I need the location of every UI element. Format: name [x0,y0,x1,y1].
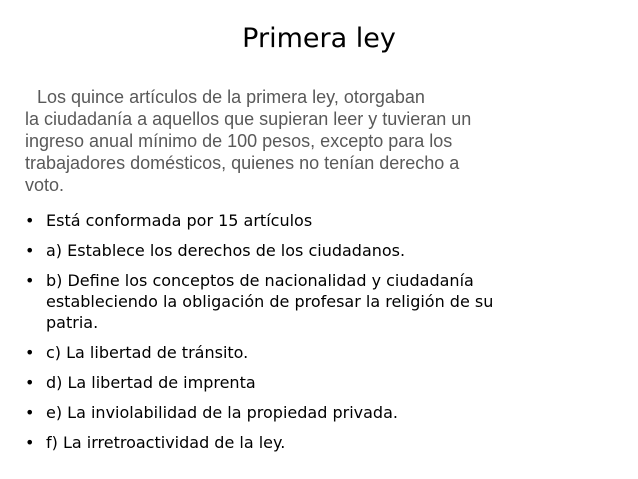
intro-line: la ciudadanía a aquellos que supieran leer y tuvieran un [25,109,472,129]
bullet-text: a) Establece los derechos de los ciudadanos. [46,241,406,260]
bullet-text: f) La irretroactividad de la ley. [46,433,286,452]
bullet-item [25,210,625,231]
intro-line: ingreso anual mínimo de 100 pesos, excepto para los [25,131,453,151]
bullet-dot-icon: • [25,373,35,392]
bullet-dot-icon: • [25,433,35,452]
intro-paragraph [25,86,625,196]
bullet-item [25,240,625,261]
slide-title: Primera ley [242,23,396,54]
bullet-item [25,372,625,393]
intro-line: Los quince artículos de la primera ley, otorgaban [37,87,425,107]
bullet-text: b) Define los conceptos de nacionalidad y ciudadanía [46,271,474,290]
bullet-dot-icon: • [25,211,35,230]
bullet-item [25,432,625,453]
bullet-text: c) La libertad de tránsito. [46,343,249,362]
bullet-dot-icon: • [25,271,35,290]
bullet-item [25,270,625,333]
bullet-item [25,342,625,363]
bullet-text: d) La libertad de imprenta [46,373,256,392]
bullet-item [25,402,625,423]
bullet-text: patria. [46,313,99,332]
bullet-list [25,210,625,462]
bullet-text: e) La inviolabilidad de la propiedad privada. [46,403,398,422]
bullet-text: Está conformada por 15 artículos [46,211,313,230]
bullet-dot-icon: • [25,343,35,362]
intro-line: trabajadores domésticos, quienes no tenían derecho a [25,153,460,173]
intro-line: voto. [25,175,65,195]
bullet-text: estableciendo la obligación de profesar la religión de su [46,292,494,311]
bullet-dot-icon: • [25,241,35,260]
bullet-dot-icon: • [25,403,35,422]
